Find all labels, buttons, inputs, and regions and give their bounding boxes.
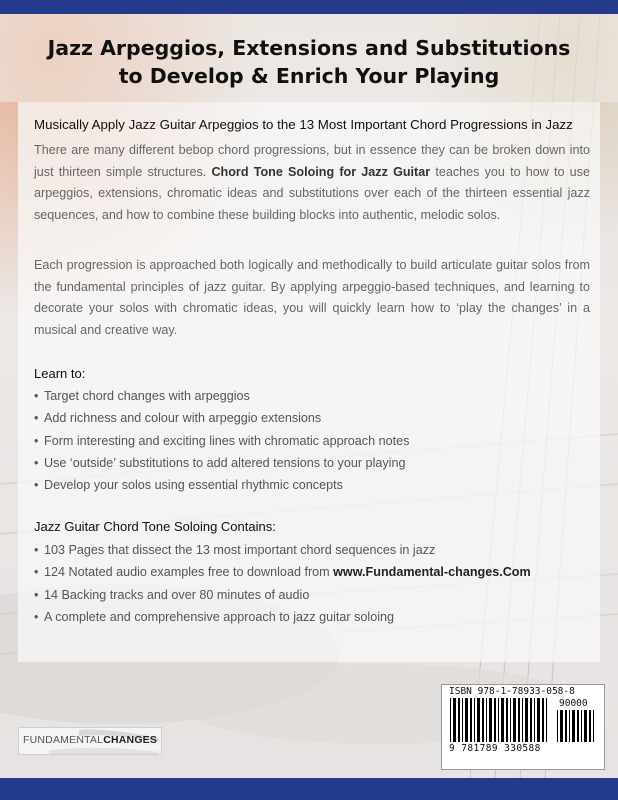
- list-item: [34, 452, 409, 474]
- description-paragraph-2: Each progression is approached both logically and methodically to build articulate guitar solos from the fundamental principles of jazz guitar. By applying arpeggio-based techniques, and learning to decorate your solos with chromatic ideas, you will quickly learn how to ‘play the changes’ in a musical and creative way.: [34, 258, 590, 337]
- description-paragraph-1: [34, 140, 590, 226]
- contains-list: [34, 539, 531, 628]
- paragraph-1-text-end: teaches you to how to use arpeggios, extensions, chromatic ideas and substitutions over each of the thirteen essential jazz sequences, and how to combine these building blocks into authentic, melodic solos.: [34, 164, 590, 222]
- logo-word-fundamental: FUNDAMENTAL: [23, 734, 104, 746]
- title-line-1: Jazz Arpeggios, Extensions and Substitutions: [47, 36, 571, 60]
- bullet-icon: •: [34, 389, 39, 403]
- top-color-band: [0, 0, 618, 14]
- list-item-text: Use ‘outside’ substitutions to add altered tensions to your playing: [44, 455, 406, 470]
- list-item-text: 103 Pages that dissect the 13 most important chord sequences in jazz: [44, 543, 436, 557]
- logo-text: [23, 734, 157, 746]
- list-item-text: Form interesting and exciting lines with chromatic approach notes: [44, 433, 410, 448]
- contains-heading: Jazz Guitar Chord Tone Soloing Contains:: [34, 519, 276, 534]
- bullet-icon: •: [34, 543, 39, 557]
- subtitle: Musically Apply Jazz Guitar Arpeggios to the 13 Most Important Chord Progressions in Jazz: [34, 117, 573, 132]
- barcode-addon-number: 90000: [559, 698, 588, 709]
- book-name-bold: Chord Tone Soloing for Jazz Guitar: [211, 164, 431, 179]
- title-line-2: to Develop & Enrich Your Playing: [118, 64, 500, 88]
- list-item-text: Add richness and colour with arpeggio extensions: [44, 411, 322, 426]
- list-item: [34, 474, 409, 496]
- bottom-color-band: [0, 778, 618, 800]
- barcode-icon: [449, 698, 549, 742]
- list-item: [34, 561, 531, 583]
- list-item-text: Develop your solos using essential rhythmic concepts: [44, 478, 343, 493]
- bullet-icon: •: [34, 433, 39, 448]
- book-title: [0, 34, 618, 90]
- bullet-icon: •: [34, 455, 39, 470]
- list-item-text: Target chord changes with arpeggios: [44, 389, 250, 403]
- bullet-icon: •: [34, 565, 39, 580]
- isbn-text: ISBN 978-1-78933-058-8: [449, 686, 575, 697]
- ean-number: 9 781789 330588: [449, 743, 541, 754]
- list-item: [34, 407, 409, 429]
- list-item: [34, 584, 531, 606]
- publisher-logo: [18, 727, 162, 755]
- logo-word-changes: CHANGES: [103, 734, 158, 746]
- paragraph-1-text-start: There are many different bebop chord progressions, but in essence they can be broken down into just thirteen simple structures.: [34, 143, 590, 179]
- list-item: [34, 430, 409, 452]
- bullet-icon: •: [34, 411, 39, 426]
- barcode-addon-icon: [556, 710, 596, 742]
- bullet-icon: •: [34, 609, 39, 624]
- list-item-text: 124 Notated audio examples free to download from: [44, 565, 334, 580]
- bullet-icon: •: [34, 587, 39, 602]
- bullet-icon: •: [34, 478, 39, 493]
- list-item: [34, 606, 531, 628]
- list-item-text: 14 Backing tracks and over 80 minutes of audio: [44, 587, 310, 602]
- learn-list: [34, 385, 409, 496]
- list-item: [34, 539, 531, 561]
- website-link[interactable]: www.Fundamental-changes.Com: [333, 565, 531, 580]
- learn-heading: Learn to:: [34, 366, 86, 381]
- list-item: [34, 385, 409, 407]
- list-item-text: A complete and comprehensive approach to jazz guitar soloing: [44, 609, 395, 624]
